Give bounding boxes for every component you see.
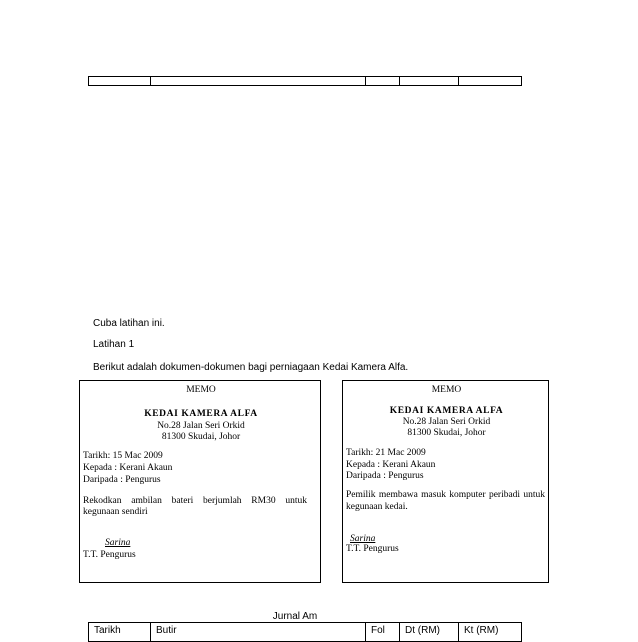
column-header-tarikh: Tarikh [89, 623, 151, 641]
memo-signer-title: T.T. Pengurus [346, 544, 399, 554]
memo-card [79, 380, 321, 583]
journal-title: Jurnal Am [272, 611, 318, 622]
cuba-text: Cuba latihan ini. [93, 318, 165, 329]
table-cell [89, 77, 151, 85]
memo-body-line-1: Rekodkan ambilan bateri berjumlah RM30 untuk [83, 496, 307, 506]
previous-journal-table-strip [88, 76, 522, 86]
memo-signature: Sarina [105, 538, 131, 548]
berikut-text: Berikut adalah dokumen-dokumen bagi perniagaan Kedai Kamera Alfa. [93, 362, 409, 373]
column-header-butir: Butir [151, 623, 366, 641]
memo-company: KEDAI KAMERA ALFA [144, 409, 258, 419]
memo-address-2: 81300 Skudai, Johor [407, 428, 486, 438]
memo-header: MEMO [186, 385, 216, 395]
memo-daripada: Daripada : Pengurus [346, 471, 424, 481]
memo-kepada: Kepada : Kerani Akaun [83, 463, 173, 473]
table-cell [366, 77, 400, 85]
memo-address-2: 81300 Skudai, Johor [161, 432, 241, 442]
memo-signature: Sarina [350, 534, 376, 544]
column-header-credit: Kt (RM) [464, 625, 499, 636]
memo-address-1: No.28 Jalan Seri Orkid [402, 417, 491, 427]
latihan-heading: Latihan 1 [93, 339, 135, 350]
memo-daripada: Daripada : Pengurus [83, 475, 161, 485]
table-cell [151, 77, 366, 85]
memo-body-line-2: kegunaan sendiri [83, 507, 148, 517]
table-cell [400, 77, 459, 85]
memo-card [342, 380, 549, 583]
memo-kepada: Kepada : Kerani Akaun [346, 460, 436, 470]
column-header-fol: Fol [366, 623, 400, 641]
memo-tarikh: Tarikh: 15 Mac 2009 [83, 451, 163, 461]
memo-signer-title: T.T. Pengurus [83, 550, 136, 560]
memo-address-1: No.28 Jalan Seri Orkid [157, 421, 245, 431]
memo-header: MEMO [431, 385, 462, 395]
memo-tarikh: Tarikh: 21 Mac 2009 [346, 448, 426, 458]
memo-body-line-1: Pemilik membawa masuk komputer peribadi untuk [346, 490, 545, 500]
column-header-debit: Dt (RM) [400, 623, 459, 641]
memo-company: KEDAI KAMERA ALFA [389, 406, 504, 416]
journal-table-header [88, 622, 522, 642]
table-cell [459, 77, 521, 85]
memo-body-line-2: kegunaan kedai. [346, 502, 408, 512]
